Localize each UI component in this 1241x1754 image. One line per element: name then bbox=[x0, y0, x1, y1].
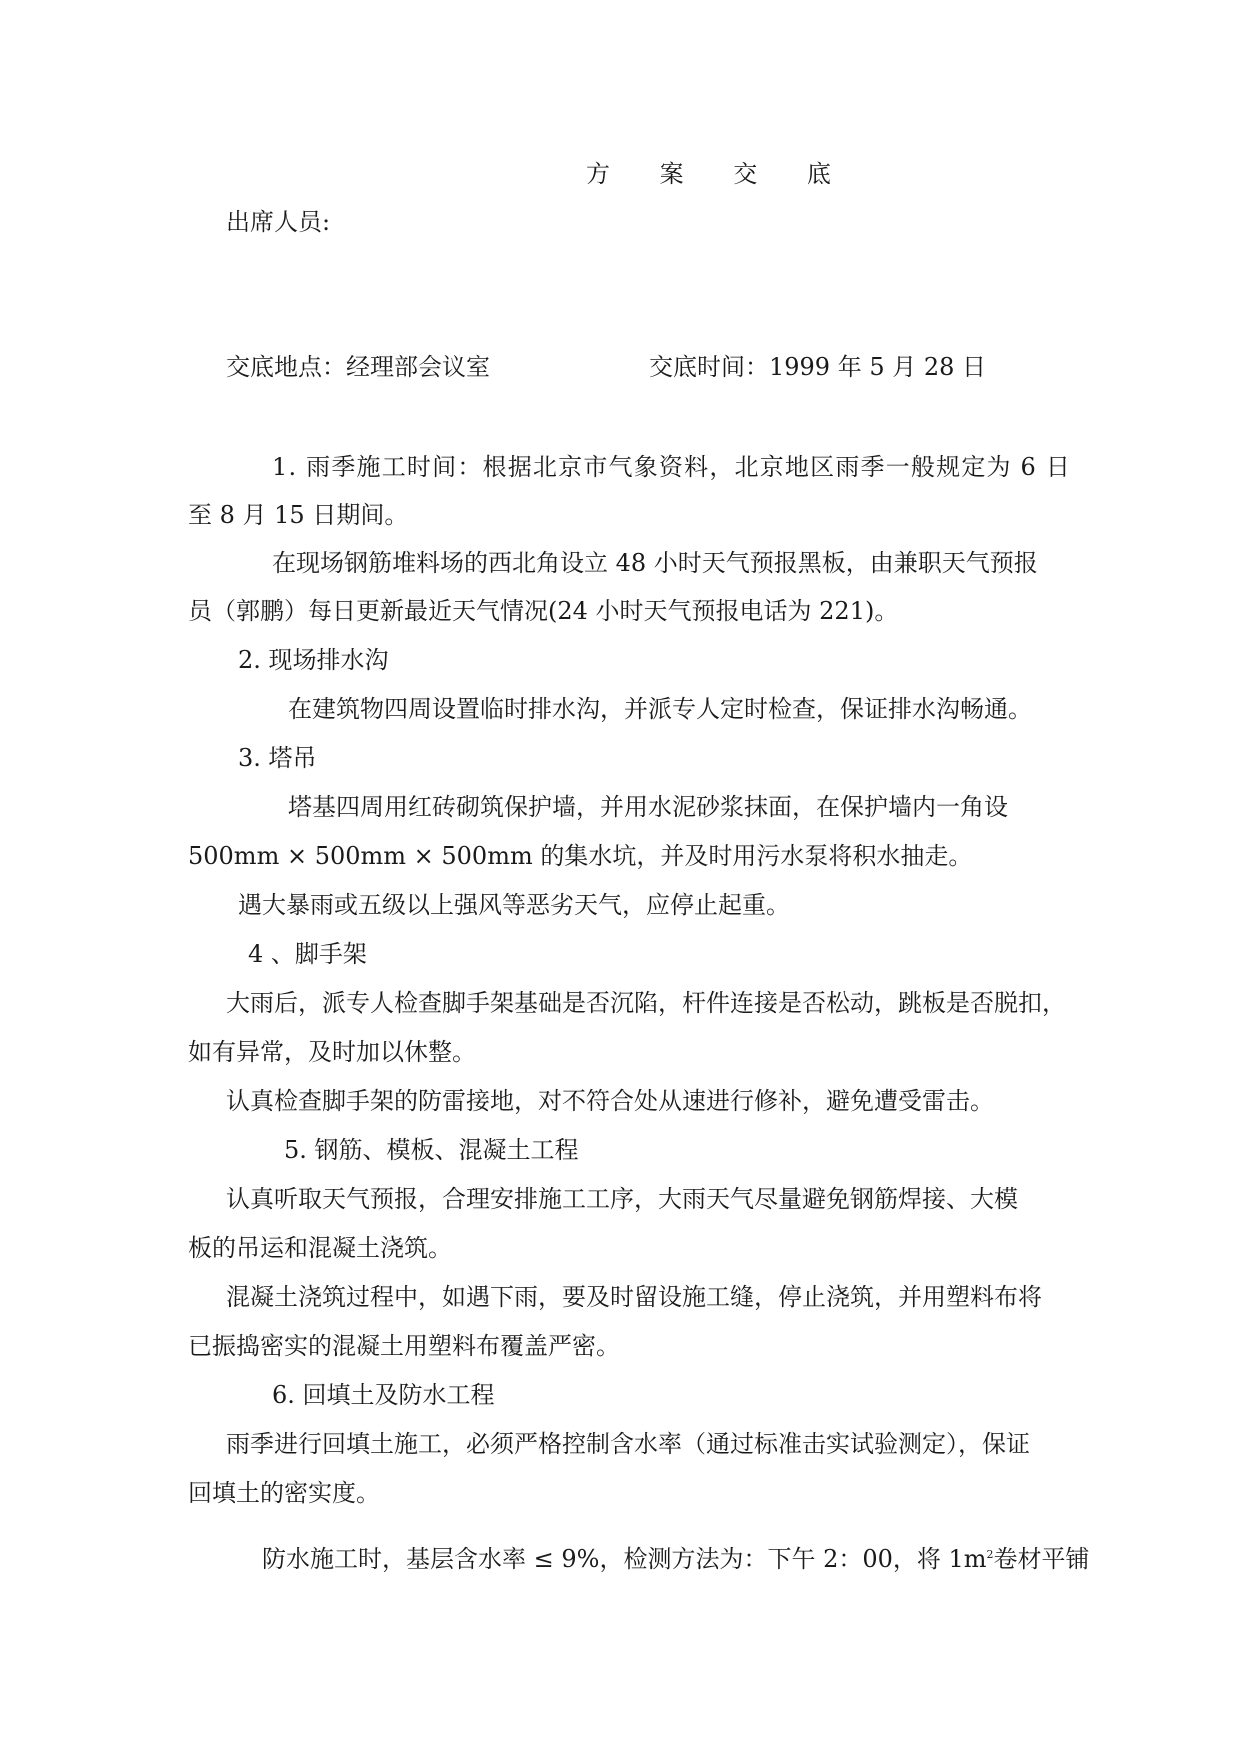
section-heading: 3. 塔吊 bbox=[238, 744, 317, 772]
paragraph-line: 1. 雨季施工时间：根据北京市气象资料，北京地区雨季一般规定为 6 日 bbox=[272, 453, 1072, 481]
paragraph-line: 混凝土浇筑过程中，如遇下雨，要及时留设施工缝，停止浇筑，并用塑料布将 bbox=[226, 1283, 1042, 1311]
attendees-label: 出席人员: bbox=[226, 208, 331, 236]
section-heading: 2. 现场排水沟 bbox=[238, 646, 389, 674]
paragraph-line: 遇大暴雨或五级以上强风等恶劣天气，应停止起重。 bbox=[238, 891, 790, 919]
paragraph-line: 雨季进行回填土施工，必须严格控制含水率（通过标准击实试验测定），保证 bbox=[226, 1430, 1030, 1458]
paragraph-line: 在建筑物四周设置临时排水沟，并派专人定时检查，保证排水沟畅通。 bbox=[288, 695, 1032, 723]
paragraph-line: 至 8 月 15 日期间。 bbox=[188, 501, 409, 529]
meeting-location: 交底地点：经理部会议室 bbox=[226, 353, 490, 381]
paragraph-line: 500mm × 500mm × 500mm 的集水坑，并及时用污水泵将积水抽走。 bbox=[188, 842, 973, 870]
superscript-2: 2 bbox=[986, 1548, 994, 1561]
document-title: 方 案 交 底 bbox=[586, 160, 852, 188]
paragraph-line: 塔基四周用红砖砌筑保护墙，并用水泥砂浆抹面，在保护墙内一角设 bbox=[288, 793, 1008, 821]
paragraph-line-last bbox=[262, 1544, 1090, 1574]
paragraph-line: 认真检查脚手架的防雷接地，对不符合处从速进行修补，避免遭受雷击。 bbox=[226, 1087, 994, 1115]
section-heading: 6. 回填土及防水工程 bbox=[272, 1381, 495, 1409]
paragraph-line: 员（郭鹏）每日更新最近天气情况(24 小时天气预报电话为 221)。 bbox=[188, 597, 899, 625]
last-line-text: 防水施工时，基层含水率 ≤ 9%，检测方法为：下午 2：00，将 1m bbox=[262, 1545, 987, 1573]
paragraph-line: 如有异常，及时加以休整。 bbox=[188, 1038, 476, 1066]
last-line-text-end: 卷材平铺 bbox=[993, 1545, 1090, 1573]
paragraph-line: 大雨后，派专人检查脚手架基础是否沉陷，杆件连接是否松动，跳板是否脱扣， bbox=[226, 989, 1066, 1017]
section-heading: 5. 钢筋、模板、混凝土工程 bbox=[284, 1136, 579, 1164]
meeting-time: 交底时间：1999 年 5 月 28 日 bbox=[649, 353, 987, 381]
paragraph-line: 板的吊运和混凝土浇筑。 bbox=[188, 1234, 452, 1262]
paragraph-line: 认真听取天气预报，合理安排施工工序，大雨天气尽量避免钢筋焊接、大模 bbox=[226, 1185, 1018, 1213]
paragraph-line: 回填土的密实度。 bbox=[188, 1479, 380, 1507]
paragraph-line: 已振捣密实的混凝土用塑料布覆盖严密。 bbox=[188, 1332, 620, 1360]
section-heading: 4 、脚手架 bbox=[248, 940, 367, 968]
paragraph-line: 在现场钢筋堆料场的西北角设立 48 小时天气预报黑板，由兼职天气预报 bbox=[272, 549, 1038, 577]
